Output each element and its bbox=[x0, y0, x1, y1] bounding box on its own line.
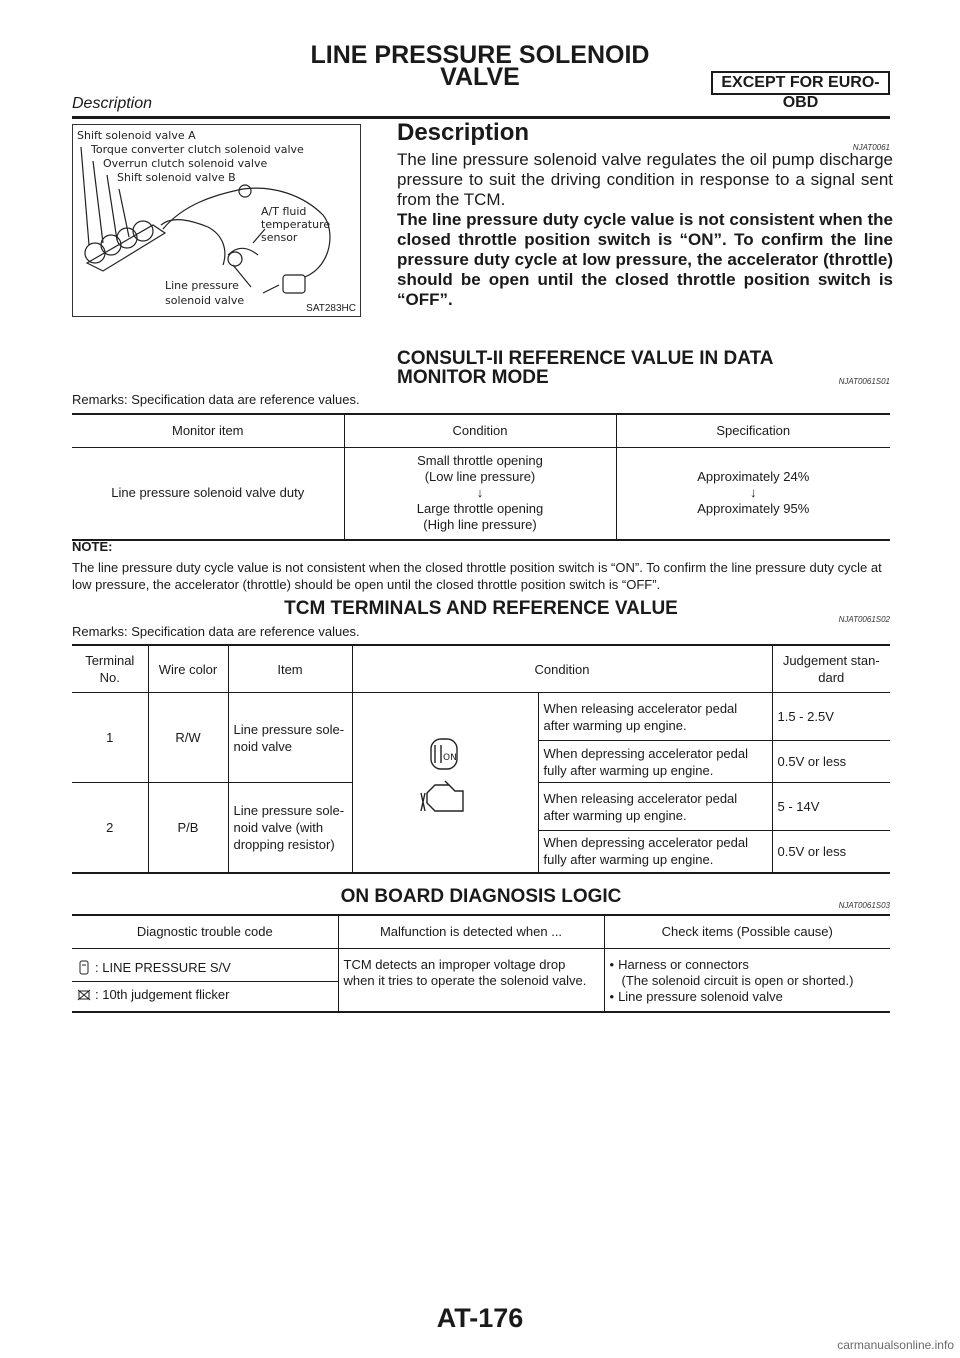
tcm-table bbox=[72, 644, 890, 874]
fig-label-at-fluid-3: sensor bbox=[261, 231, 298, 244]
tcm-heading: TCM TERMINALS AND REFERENCE VALUE bbox=[284, 598, 678, 619]
fig-label-at-fluid-2: temperature bbox=[261, 218, 331, 231]
terminal-cell: 1 bbox=[72, 693, 148, 783]
description-ref-code: NJAT0061 bbox=[852, 143, 890, 152]
col-item: Item bbox=[228, 645, 352, 693]
fig-label-line-pressure-2: solenoid valve bbox=[165, 294, 245, 307]
consult-ref-code: NJAT0061S01 bbox=[838, 377, 890, 386]
dtc-cell bbox=[72, 949, 338, 1013]
condition-cell bbox=[344, 448, 616, 540]
wire-color-cell: R/W bbox=[148, 693, 228, 783]
page-number: AT-176 bbox=[436, 1303, 524, 1333]
consult-heading: CONSULT-II REFERENCE VALUE IN DATA MONITOR MODE bbox=[397, 348, 773, 388]
col-dtc: Diagnostic trouble code bbox=[72, 915, 338, 949]
watermark: carmanualsonline.info bbox=[837, 1338, 954, 1352]
condition-text-cell: When releasing accelerator pedal after warming up engine. bbox=[538, 693, 772, 741]
condition-icon-cell bbox=[352, 693, 538, 873]
col-condition: Condition bbox=[352, 645, 772, 693]
dtc-flicker-text: : 10th judgement flicker bbox=[95, 987, 230, 1002]
check-item: • Harness or connectors bbox=[610, 957, 886, 973]
page-title-line1: LINE PRESSURE SOLENOID bbox=[310, 41, 650, 69]
check-items-cell bbox=[604, 949, 890, 1013]
judgement-cell: 5 - 14V bbox=[772, 783, 890, 831]
condition-line: Large throttle opening bbox=[416, 501, 544, 517]
condition-text-cell: When depressing accelerator pedal fully after warming up engine. bbox=[538, 831, 772, 873]
tcm-remark: Remarks: Specification data are reference values. bbox=[72, 624, 360, 639]
monitor-item-cell: Line pressure solenoid valve duty bbox=[72, 448, 344, 540]
dtc-code-text: : LINE PRESSURE S/V bbox=[95, 960, 231, 975]
col-terminal bbox=[72, 645, 148, 693]
table-row bbox=[72, 448, 890, 540]
figure-caption: SAT283HC bbox=[306, 303, 356, 314]
obd-heading: ON BOARD DIAGNOSIS LOGIC bbox=[340, 886, 622, 907]
key-on-label: ON bbox=[443, 753, 457, 764]
note-text: The line pressure duty cycle value is not consistent when the closed throttle position switch is “ON”. To confirm the line pressure duty cycle at low pressure, the accelerator (throttle) should be open until the closed throttle position switch is “OFF”. bbox=[72, 560, 882, 592]
spec-line: Approximately 24% bbox=[697, 469, 810, 485]
solenoid-figure bbox=[72, 124, 361, 317]
col-monitor-item: Monitor item bbox=[72, 414, 344, 448]
condition-line: Small throttle opening bbox=[417, 453, 543, 469]
table-header-row bbox=[72, 414, 890, 448]
down-arrow-icon: ↓ bbox=[750, 485, 757, 501]
description-note-paragraph: The line pressure duty cycle value is not consistent when the closed throttle position switch is “ON”. To confirm the line pressure duty cycle at low pressure, the accelerator (throttle) should be open until the closed throttle position switch is “OFF”. bbox=[397, 210, 893, 309]
ignition-on-engine-icon bbox=[415, 735, 475, 825]
judgement-cell: 0.5V or less bbox=[772, 741, 890, 783]
fig-label-shift-b: Shift solenoid valve B bbox=[117, 171, 236, 184]
consult-tool-icon bbox=[77, 960, 91, 976]
judgement-cell: 0.5V or less bbox=[772, 831, 890, 873]
col-detected: Malfunction is detected when ... bbox=[338, 915, 604, 949]
engine-warning-icon bbox=[77, 987, 91, 1003]
dtc-flicker-row bbox=[77, 982, 333, 1008]
detected-cell: TCM detects an improper voltage drop when it tries to operate the solenoid valve. bbox=[338, 949, 604, 1013]
tcm-ref-code: NJAT0061S02 bbox=[838, 615, 890, 624]
obd-ref-code: NJAT0061S03 bbox=[838, 901, 890, 910]
header-line: Judgement stan- bbox=[782, 653, 880, 668]
fig-label-overrun: Overrun clutch solenoid valve bbox=[103, 157, 268, 170]
page-title-line2: VALVE bbox=[440, 63, 520, 91]
variant-badge: EXCEPT FOR EURO-OBD bbox=[711, 71, 890, 95]
item-cell: Line pressure sole- noid valve bbox=[228, 693, 352, 783]
terminal-cell: 2 bbox=[72, 783, 148, 873]
section-subtitle: Description bbox=[72, 95, 153, 112]
judgement-cell: 1.5 - 2.5V bbox=[772, 693, 890, 741]
table-row bbox=[72, 693, 890, 741]
col-judgement bbox=[772, 645, 890, 693]
consult-table bbox=[72, 413, 890, 541]
obd-table bbox=[72, 914, 890, 1013]
fig-label-at-fluid-1: A/T fluid bbox=[261, 205, 307, 218]
table-row bbox=[72, 949, 890, 1013]
specification-cell bbox=[616, 448, 890, 540]
header-line: Terminal bbox=[85, 653, 135, 668]
wire-color-cell: P/B bbox=[148, 783, 228, 873]
condition-line: (Low line pressure) bbox=[424, 469, 536, 485]
table-header-row bbox=[72, 645, 890, 693]
condition-line: (High line pressure) bbox=[423, 517, 537, 533]
fig-label-line-pressure-1: Line pressure bbox=[165, 279, 239, 292]
description-heading: Description bbox=[397, 119, 530, 146]
fig-label-shift-a: Shift solenoid valve A bbox=[77, 129, 196, 142]
col-check-items: Check items (Possible cause) bbox=[604, 915, 890, 949]
table-header-row bbox=[72, 915, 890, 949]
description-paragraph: The line pressure solenoid valve regulates the oil pump discharge pressure to suit the driving condition in response to a signal sent from the TCM. bbox=[397, 150, 893, 209]
condition-text-cell: When releasing accelerator pedal after warming up engine. bbox=[538, 783, 772, 831]
item-cell: Line pressure sole- noid valve (with dropping resistor) bbox=[228, 783, 352, 873]
spec-line: Approximately 95% bbox=[697, 501, 810, 517]
col-specification: Specification bbox=[616, 414, 890, 448]
col-wire-color: Wire color bbox=[148, 645, 228, 693]
header-line: No. bbox=[99, 670, 120, 685]
down-arrow-icon: ↓ bbox=[476, 485, 484, 501]
col-condition: Condition bbox=[344, 414, 616, 448]
condition-text-cell: When depressing accelerator pedal fully after warming up engine. bbox=[538, 741, 772, 783]
consult-remark: Remarks: Specification data are reference values. bbox=[72, 392, 360, 407]
header-line: dard bbox=[818, 670, 845, 685]
check-item: • Line pressure solenoid valve bbox=[610, 989, 886, 1005]
check-item-detail: (The solenoid circuit is open or shorted.) bbox=[621, 973, 854, 988]
solenoid-assembly-drawing bbox=[73, 125, 360, 316]
fig-label-tcc: Torque converter clutch solenoid valve bbox=[91, 143, 304, 156]
note-label: NOTE: bbox=[72, 539, 113, 554]
dtc-consult-row bbox=[72, 955, 338, 982]
